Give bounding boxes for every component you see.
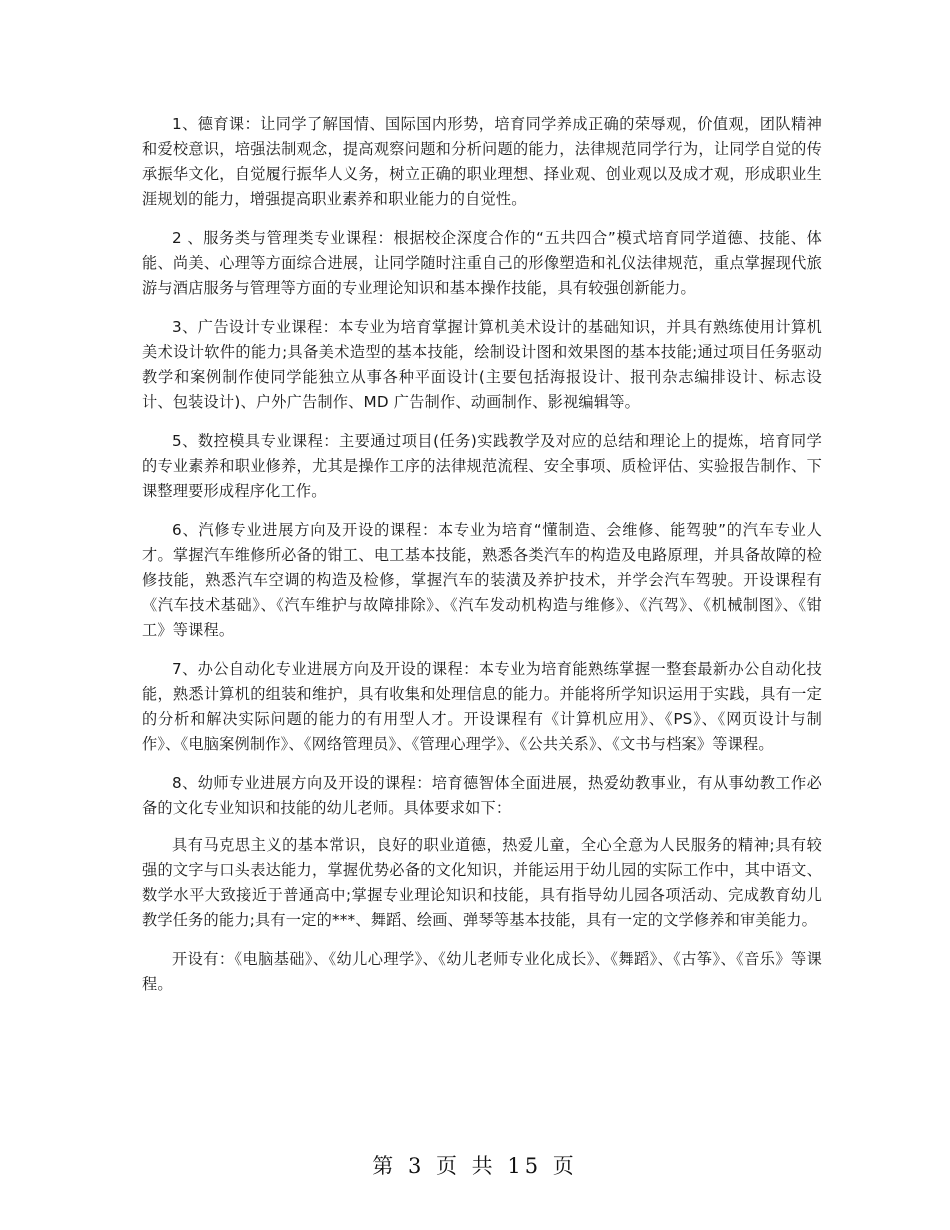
paragraph-preschool-requirements: 具有马克思主义的基本常识，良好的职业道德，热爱儿童，全心全意为人民服务的精神;具有较强的文字与口头表达能力，掌握优势必备的文化知识，并能运用于幼儿园的实际工作中，其中语文、数学水平大致接近于普通高中;掌握专业理论知识和技能，具有指导幼儿园各项活动、完成教育幼儿教学任务的能力;具有一定的***、舞蹈、绘画、弹琴等基本技能，具有一定的文学修养和审美能力。: [142, 836, 822, 929]
paragraph-cnc-mold: 5、数控模具专业课程：主要通过项目(任务)实践教学及对应的总结和理论上的提炼，培育同学的专业素养和职业修养，尤其是操作工序的法律规范流程、安全事项、质检评估、实验报告制作、下课整理要形成程序化工作。: [142, 432, 822, 500]
paragraph-service-management: 2 、服务类与管理类专业课程：根据校企深度合作的“五共四合”模式培育同学道德、技能、体能、尚美、心理等方面综合进展，让同学随时注重自己的形像塑造和礼仪法律规范，重点掌握现代旅游与酒店服务与管理等方面的专业理论知识和基本操作技能，具有较强创新能力。: [142, 229, 822, 297]
paragraph-moral-education: 1、德育课：让同学了解国情、国际国内形势，培育同学养成正确的荣辱观，价值观，团队精神和爱校意识，培强法制观念，提高观察问题和分析问题的能力，法律规范同学行为，让同学自觉的传承振华文化，自觉履行振华人义务，树立正确的职业理想、择业观、创业观以及成才观，形成职业生涯规划的能力，增强提高职业素养和职业能力的自觉性。: [142, 115, 822, 208]
page-number-footer: 第 3 页 共 15 页: [372, 1154, 578, 1178]
paragraph-office-automation: 7、办公自动化专业进展方向及开设的课程：本专业为培育能熟练掌握一整套最新办公自动化技能，熟悉计算机的组装和维护，具有收集和处理信息的能力。并能将所学知识运用于实践，具有一定的分析和解决实际问题的能力的有用型人才。开设课程有《计算机应用》、《PS》、《网页设计与制作》、《电脑案例制作》、《网络管理员》、《管理心理学》、《公共关系》、《文书与档案》等课程。: [142, 660, 822, 753]
document-body: [142, 112, 822, 1011]
paragraph-preschool-teacher: 8、幼师专业进展方向及开设的课程：培育德智体全面进展，热爱幼教事业，有从事幼教工作必备的文化专业知识和技能的幼儿老师。具体要求如下：: [142, 774, 822, 817]
paragraph-preschool-courses: 开设有：《电脑基础》、《幼儿心理学》、《幼儿老师专业化成长》、《舞蹈》、《古筝》、《音乐》等课程。: [142, 950, 822, 993]
paragraph-advertising-design: 3、广告设计专业课程：本专业为培育掌握计算机美术设计的基础知识，并具有熟练使用计算机美术设计软件的能力;具备美术造型的基本技能，绘制设计图和效果图的基本技能;通过项目任务驱动教学和案例制作使同学能独立从事各种平面设计(主要包括海报设计、报刊杂志编排设计、标志设计、包装设计)、户外广告制作、MD 广告制作、动画制作、影视编辑等。: [142, 318, 822, 411]
paragraph-auto-repair: 6、汽修专业进展方向及开设的课程：本专业为培育“懂制造、会维修、能驾驶”的汽车专业人才。掌握汽车维修所必备的钳工、电工基本技能，熟悉各类汽车的构造及电路原理，并具备故障的检修技能，熟悉汽车空调的构造及检修，掌握汽车的装潢及养护技术，并学会汽车驾驶。开设课程有《汽车技术基础》、《汽车维护与故障排除》、《汽车发动机构造与维修》、《汽驾》、《机械制图》、《钳工》等课程。: [142, 521, 822, 639]
